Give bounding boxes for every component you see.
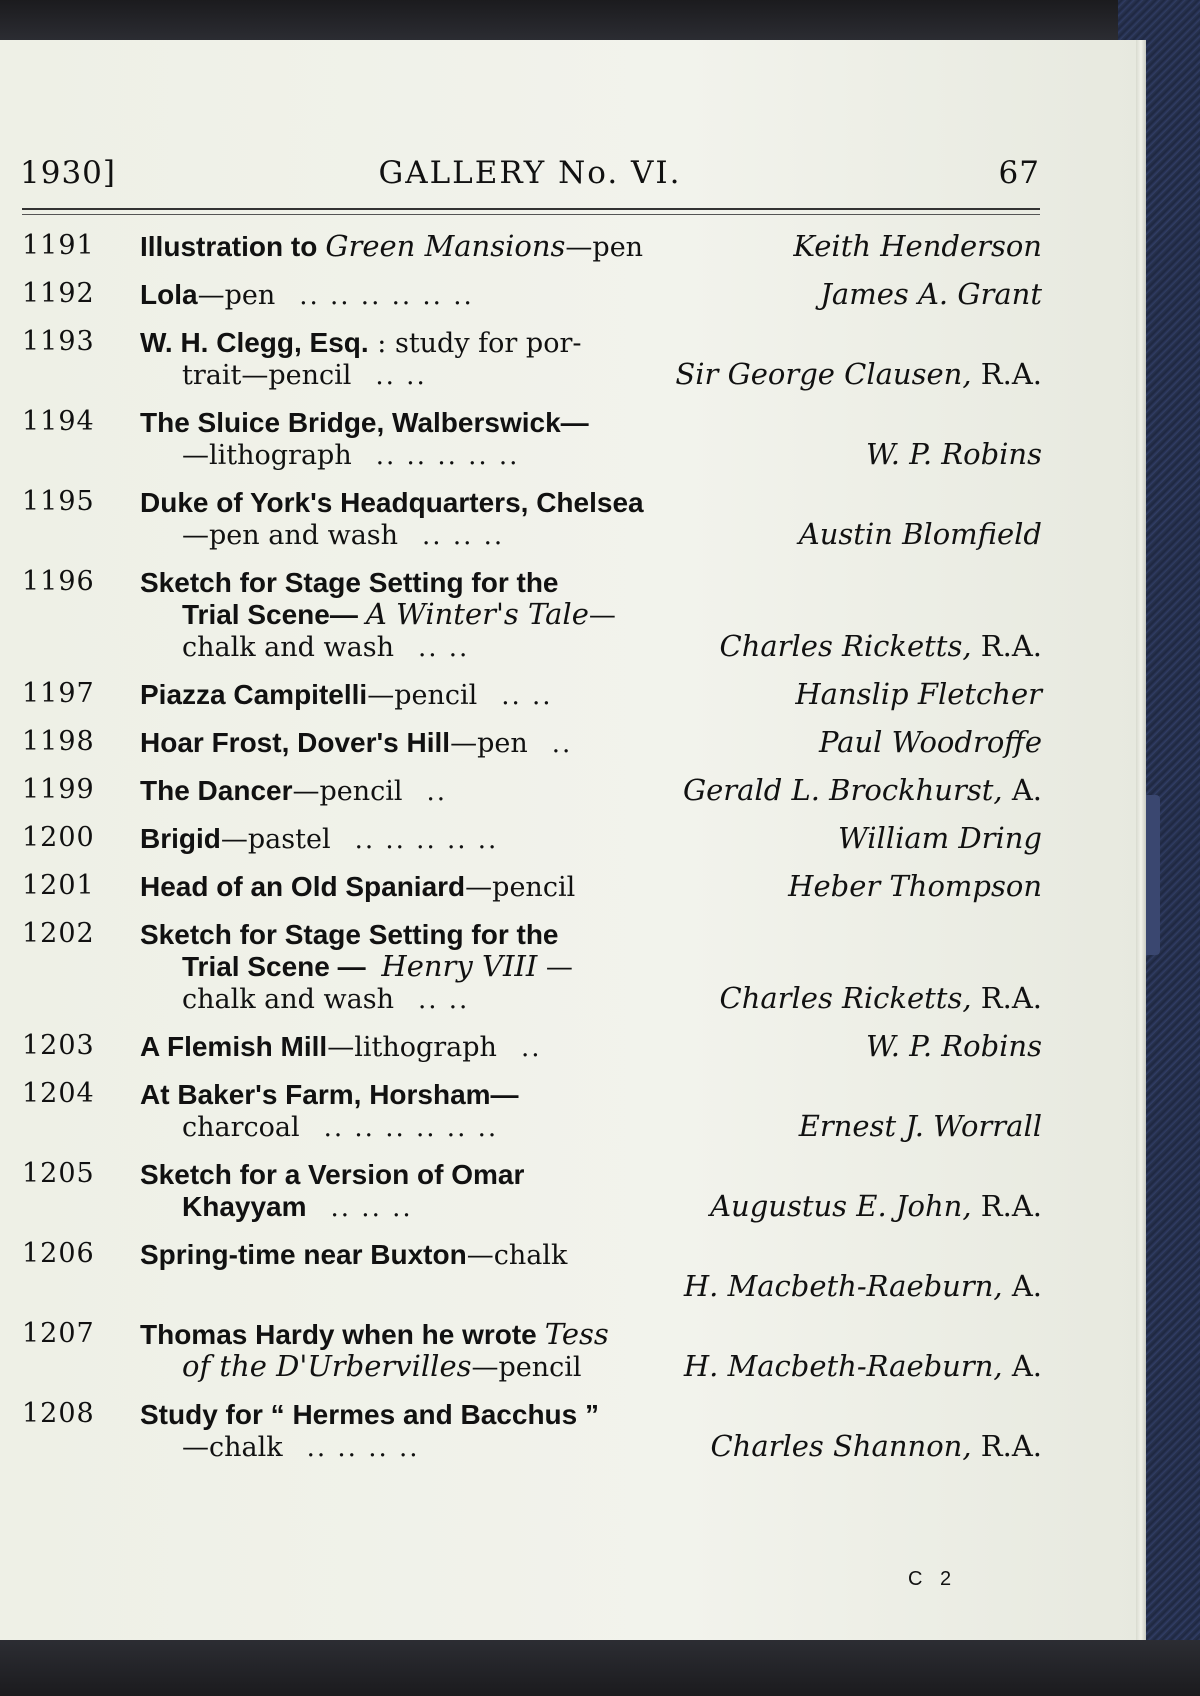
catalogue-entry — [22, 326, 1042, 390]
entry-spacer — [22, 902, 1042, 918]
entry-line — [22, 1078, 1042, 1110]
entry-number: 1204 — [22, 1078, 95, 1109]
artist-text: Gerald L. Brockhurst, — [682, 773, 1003, 807]
entry-spacer — [22, 470, 1042, 486]
artist-text: Ernest J. Worrall — [798, 1109, 1042, 1143]
title-italic: A Winter's Tale — [365, 597, 589, 631]
entry-number: 1199 — [22, 774, 95, 805]
artist-name — [820, 278, 1042, 310]
artist-text: Augustus E. John, — [710, 1189, 972, 1223]
entry-line — [22, 630, 1042, 662]
leader-dots: .. .. — [501, 681, 553, 711]
entry-title — [140, 326, 582, 360]
entry-spacer — [22, 1382, 1042, 1398]
entry-line — [22, 566, 1042, 598]
entry-line — [22, 950, 1042, 982]
medium-text: —pastel — [220, 824, 331, 855]
entry-number: 1198 — [22, 726, 95, 757]
medium-text: —lithograph — [182, 440, 352, 471]
entry-spacer — [22, 1462, 1042, 1478]
leader-dots: .. — [551, 729, 573, 759]
entry-title — [140, 406, 589, 439]
title-text: Sketch for Stage Setting for the — [140, 567, 559, 598]
entry-line — [22, 598, 1042, 630]
medium-text: —pen and wash — [182, 520, 399, 551]
artist-name — [799, 518, 1042, 550]
entry-title — [182, 1110, 498, 1144]
artist-name — [720, 630, 1043, 662]
title-text: Trial Scene— — [182, 599, 358, 630]
entry-line — [22, 1110, 1042, 1142]
leader-dots: .. .. .. .. .. .. — [323, 1113, 499, 1143]
title-text: Sketch for Stage Setting for the — [140, 919, 559, 950]
entry-number: 1205 — [22, 1158, 95, 1189]
entry-title — [140, 1398, 599, 1431]
entry-line — [22, 326, 1042, 358]
artist-name — [720, 982, 1043, 1014]
artist-text: Heber Thompson — [788, 869, 1042, 903]
artist-name — [684, 1350, 1042, 1382]
entry-line — [22, 726, 1042, 758]
title-text: Thomas Hardy when he wrote — [140, 1319, 537, 1350]
entry-line — [22, 1238, 1042, 1270]
catalogue-entry — [22, 1158, 1042, 1222]
artist-name — [819, 726, 1042, 758]
entry-line — [22, 518, 1042, 550]
artist-text: Charles Shannon, — [710, 1429, 972, 1463]
title-text: Spring-time near Buxton — [140, 1239, 467, 1270]
leader-dots: .. .. .. .. .. — [354, 825, 499, 855]
artist-text: W. P. Robins — [866, 1029, 1042, 1063]
entry-title — [182, 1190, 413, 1224]
leader-dots: .. .. .. .. .. .. — [299, 281, 474, 311]
catalogue-entry — [22, 486, 1042, 550]
medium-text: —lithograph — [327, 1032, 497, 1063]
artist-text: Paul Woodroffe — [818, 725, 1042, 759]
medium-text: —pencil — [292, 776, 403, 807]
artist-name — [684, 1270, 1042, 1302]
catalogue-entry — [22, 230, 1042, 262]
medium-text: — — [537, 952, 573, 983]
leader-dots: .. .. .. — [330, 1193, 413, 1223]
artist-honour: A. — [1002, 1349, 1042, 1383]
artist-text: H. Macbeth-Raeburn, — [683, 1349, 1003, 1383]
entry-number: 1195 — [22, 486, 95, 517]
entry-number: 1202 — [22, 918, 95, 949]
artist-text: Sir George Clausen, — [675, 357, 972, 391]
leader-dots: .. — [426, 777, 448, 807]
entry-title — [182, 630, 469, 664]
entry-title — [140, 1238, 567, 1272]
medium-text: —pencil — [465, 872, 576, 903]
entry-title — [140, 1318, 609, 1351]
entry-spacer — [22, 1062, 1042, 1078]
artist-text: Charles Ricketts, — [719, 629, 972, 663]
medium-text: chalk and wash — [182, 632, 394, 663]
artist-name — [793, 230, 1042, 262]
catalogue-entry — [22, 870, 1042, 902]
header-year: 1930] — [20, 155, 116, 191]
artist-name — [795, 678, 1042, 710]
catalogue-entry — [22, 1398, 1042, 1462]
medium-text: — — [588, 600, 616, 631]
artist-name — [866, 438, 1042, 470]
title-text: Piazza Campitelli — [140, 679, 368, 710]
entry-spacer — [22, 806, 1042, 822]
entry-spacer — [22, 1302, 1042, 1318]
entry-title — [140, 678, 553, 712]
entry-number: 1197 — [22, 678, 95, 709]
catalogue-entry — [22, 822, 1042, 854]
artist-honour: A. — [1002, 1269, 1042, 1303]
entry-number: 1196 — [22, 566, 95, 597]
leader-dots: .. .. — [418, 633, 470, 663]
entry-title — [140, 726, 572, 760]
entry-title — [140, 822, 498, 856]
title-text: W. H. Clegg, Esq. — [140, 327, 369, 358]
running-header — [20, 155, 1040, 205]
entry-spacer — [22, 662, 1042, 678]
entry-line — [22, 406, 1042, 438]
catalogue-entry — [22, 726, 1042, 758]
catalogue-entry — [22, 566, 1042, 662]
entry-line — [22, 1270, 1042, 1302]
title-text: Lola — [140, 279, 198, 310]
entry-spacer — [22, 310, 1042, 326]
entry-spacer — [22, 854, 1042, 870]
medium-text: chalk and wash — [182, 984, 394, 1015]
entry-number: 1194 — [22, 406, 95, 437]
entry-title — [140, 1030, 541, 1064]
leader-dots: .. — [520, 1033, 542, 1063]
entry-line — [22, 1030, 1042, 1062]
entry-title — [182, 982, 469, 1016]
catalogue-entry — [22, 1078, 1042, 1142]
artist-honour: R.A. — [971, 629, 1042, 663]
artist-name — [799, 1110, 1042, 1142]
title-text: Head of an Old Spaniard — [140, 871, 466, 902]
title-italic: Tess — [544, 1317, 609, 1351]
artist-text: William Dring — [837, 821, 1042, 855]
entry-line — [22, 678, 1042, 710]
entry-title — [140, 278, 474, 312]
entry-title — [182, 950, 573, 984]
artist-honour: R.A. — [971, 1429, 1042, 1463]
title-text: The Sluice Bridge, Walberswick— — [140, 407, 589, 438]
title-text: Duke of York's Headquarters, Chelsea — [140, 487, 644, 518]
artist-name — [675, 358, 1042, 390]
header-title: GALLERY No. VI. — [378, 155, 682, 191]
catalogue-entry — [22, 1318, 1042, 1382]
entry-title — [182, 438, 519, 472]
entry-line — [22, 1318, 1042, 1350]
artist-name — [838, 822, 1042, 854]
entry-title — [140, 774, 447, 808]
catalogue-entry — [22, 406, 1042, 470]
leader-dots: .. .. — [375, 361, 427, 391]
entry-number: 1203 — [22, 1030, 95, 1061]
entry-line — [22, 278, 1042, 310]
artist-text: H. Macbeth-Raeburn, — [683, 1269, 1003, 1303]
title-italic: Green Mansions — [325, 229, 566, 263]
entry-spacer — [22, 262, 1042, 278]
entry-number: 1201 — [22, 870, 95, 901]
artist-text: James A. Grant — [820, 277, 1042, 311]
entry-line — [22, 1398, 1042, 1430]
catalogue-entry — [22, 774, 1042, 806]
page-edge — [1136, 40, 1146, 1640]
entry-title — [182, 358, 427, 392]
entry-line — [22, 1190, 1042, 1222]
leader-dots: .. .. .. — [422, 521, 505, 551]
entry-spacer — [22, 550, 1042, 566]
catalogue-entry — [22, 678, 1042, 710]
entry-number: 1192 — [22, 278, 95, 309]
artist-honour: R.A. — [971, 357, 1042, 391]
medium-text: charcoal — [182, 1112, 300, 1143]
page-number: 67 — [998, 155, 1040, 191]
artist-name — [710, 1430, 1042, 1462]
signature-mark: C 2 — [908, 1568, 958, 1590]
entry-spacer — [22, 390, 1042, 406]
entry-line — [22, 438, 1042, 470]
book-cover-bottom — [0, 1640, 1200, 1696]
entry-line — [22, 1430, 1042, 1462]
title-text: The Dancer — [140, 775, 293, 806]
artist-text: Hanslip Fletcher — [795, 677, 1042, 711]
artist-text: Keith Henderson — [793, 229, 1042, 263]
book-cover-top — [0, 0, 1200, 42]
artist-name — [788, 870, 1042, 902]
title-text: Khayyam — [182, 1191, 307, 1222]
header-rule — [22, 208, 1040, 210]
entry-spacer — [22, 710, 1042, 726]
entry-line — [22, 982, 1042, 1014]
title-text: Brigid — [140, 823, 221, 854]
entry-line — [22, 1158, 1042, 1190]
artist-text: Charles Ricketts, — [719, 981, 972, 1015]
entry-spacer — [22, 758, 1042, 774]
entry-title — [140, 870, 575, 904]
medium-text: —chalk — [182, 1432, 283, 1463]
artist-name — [710, 1190, 1042, 1222]
catalogue-entry — [22, 918, 1042, 1014]
catalogue-entry — [22, 1030, 1042, 1062]
medium-text: —pencil — [367, 680, 478, 711]
artist-text: Austin Blomfield — [798, 517, 1042, 551]
entry-spacer — [22, 1222, 1042, 1238]
entry-number: 1207 — [22, 1318, 95, 1349]
entry-line — [22, 822, 1042, 854]
entry-title — [140, 486, 644, 519]
title-text: Trial Scene — — [182, 951, 374, 982]
entry-number: 1206 — [22, 1238, 95, 1269]
entry-title — [182, 1430, 420, 1464]
artist-honour: R.A. — [971, 1189, 1042, 1223]
title-italic: Henry VIII — [381, 949, 538, 983]
catalogue-entry — [22, 1238, 1042, 1302]
entry-spacer — [22, 1142, 1042, 1158]
leader-dots: .. .. — [418, 985, 470, 1015]
medium-text: —chalk — [466, 1240, 568, 1271]
leader-dots: .. .. .. .. — [306, 1433, 420, 1463]
leader-dots: .. .. .. .. .. — [375, 441, 520, 471]
entry-line — [22, 774, 1042, 806]
medium-text: trait—pencil — [182, 360, 352, 391]
entry-line — [22, 230, 1042, 262]
title-text: A Flemish Mill — [140, 1031, 328, 1062]
title-text: Sketch for a Version of Omar — [140, 1159, 525, 1190]
entry-line — [22, 870, 1042, 902]
artist-honour: R.A. — [971, 981, 1042, 1015]
artist-text: W. P. Robins — [866, 437, 1042, 471]
medium-text: —pen — [197, 280, 276, 311]
entry-number: 1193 — [22, 326, 95, 357]
title-text: Study for “ Hermes and Bacchus ” — [140, 1399, 600, 1430]
entry-number: 1200 — [22, 822, 95, 853]
entry-line — [22, 358, 1042, 390]
entry-line — [22, 918, 1042, 950]
header-rule-thin — [22, 214, 1040, 215]
medium-text: : study for por- — [368, 328, 582, 359]
catalogue-entry — [22, 278, 1042, 310]
entry-title — [140, 918, 559, 951]
title-text: At Baker's Farm, Horsham— — [140, 1079, 519, 1110]
entry-title — [140, 230, 643, 264]
title-text: Illustration to — [140, 231, 318, 262]
medium-text: —pen — [450, 728, 528, 759]
title-text: Hoar Frost, Dover's Hill — [140, 727, 451, 758]
entry-title — [182, 1350, 582, 1384]
entry-title — [182, 518, 504, 552]
medium-text: —pencil — [471, 1352, 582, 1383]
entry-spacer — [22, 1014, 1042, 1030]
catalogue-entries — [22, 230, 1042, 1478]
entry-number: 1208 — [22, 1398, 95, 1429]
artist-name — [866, 1030, 1042, 1062]
entry-line — [22, 1350, 1042, 1382]
entry-title — [140, 1158, 524, 1191]
catalogue-page — [0, 40, 1140, 1640]
entry-number: 1191 — [22, 230, 95, 261]
artist-name — [683, 774, 1042, 806]
entry-title — [140, 566, 559, 599]
entry-line — [22, 486, 1042, 518]
entry-title — [140, 1078, 519, 1111]
medium-text: —pen — [565, 232, 644, 263]
title-italic: of the D'Urbervilles — [182, 1349, 472, 1383]
entry-title — [182, 598, 616, 632]
artist-honour: A. — [1002, 773, 1042, 807]
